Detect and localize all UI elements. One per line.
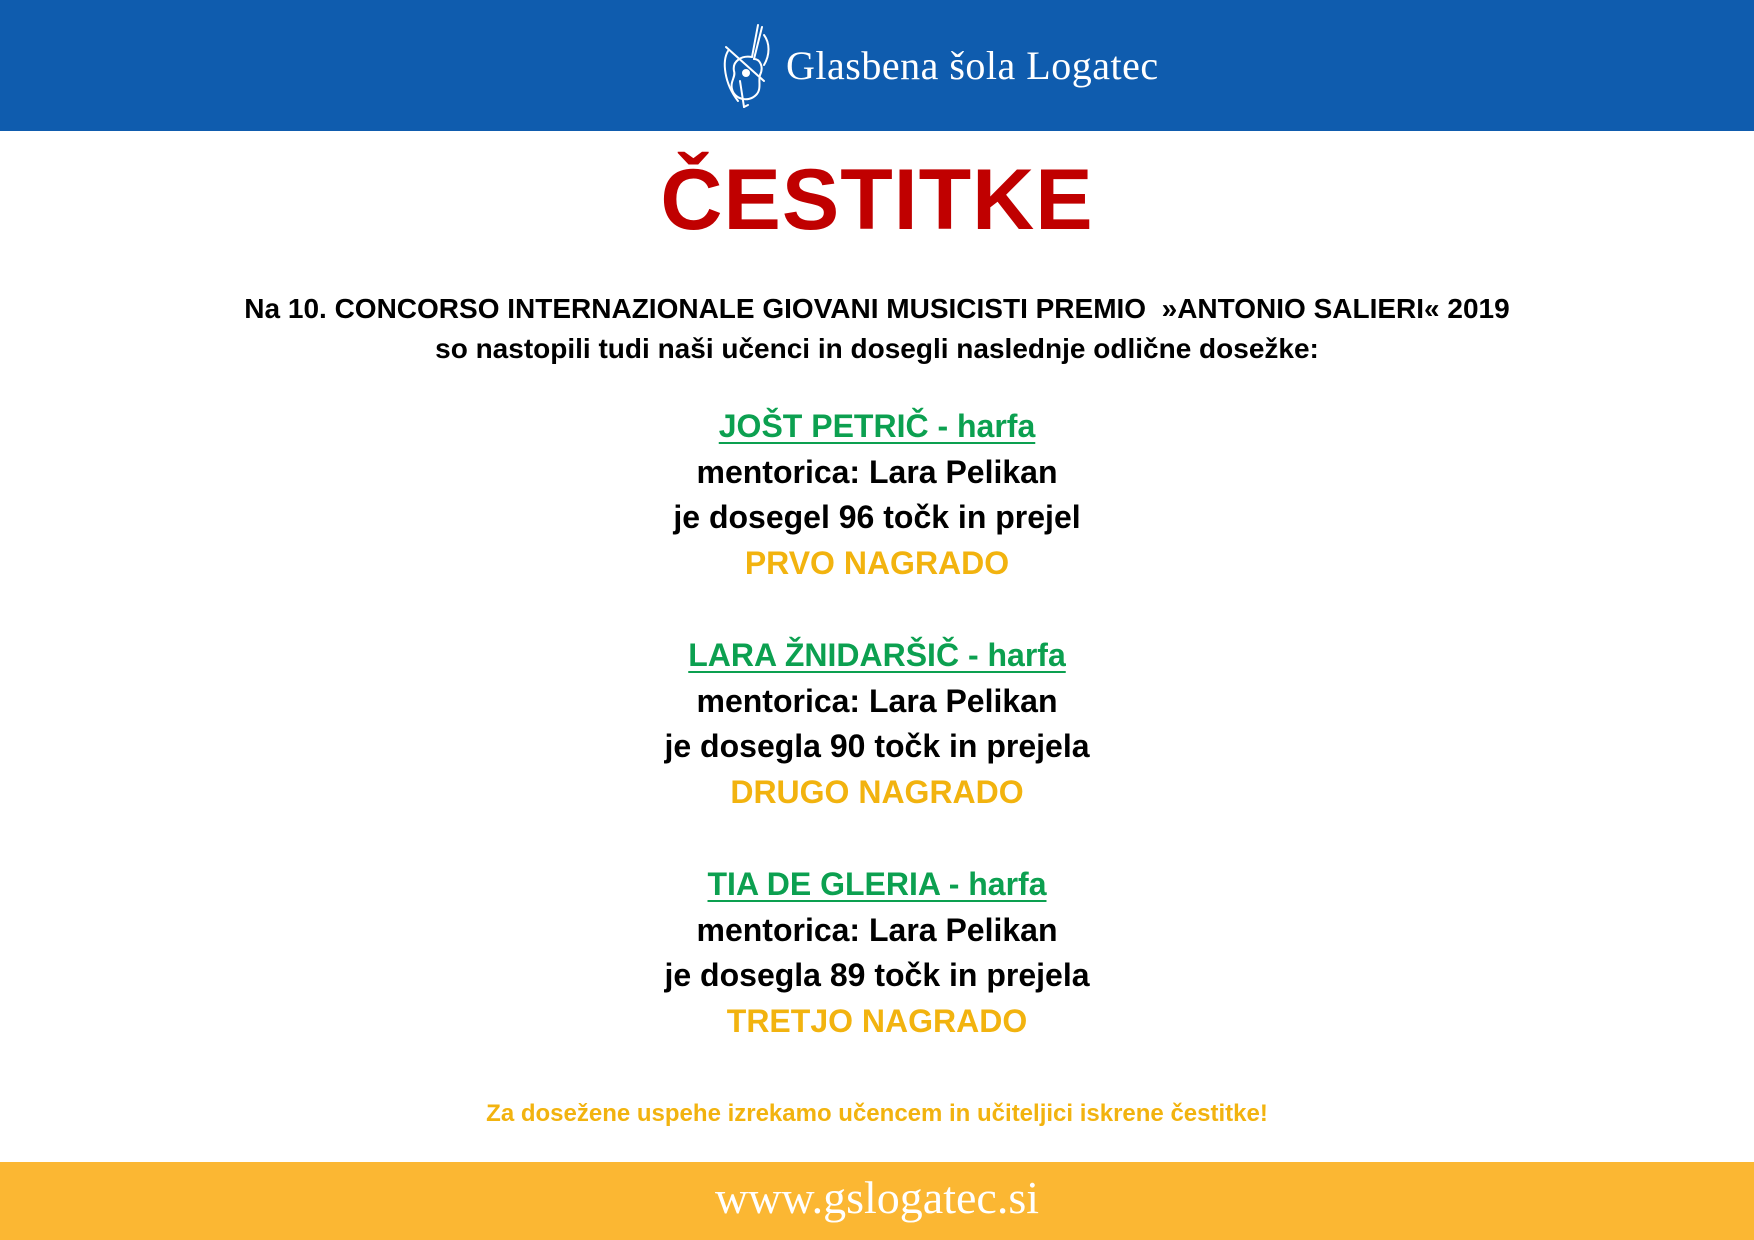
- brand[interactable]: [718, 20, 1159, 110]
- award-student-name[interactable]: TIA DE GLERIA - harfa: [707, 866, 1047, 902]
- award-entry-2: [0, 633, 1754, 815]
- award-mentor: mentorica: Lara Pelikan: [696, 682, 1058, 719]
- award-student-name[interactable]: JOŠT PETRIČ - harfa: [718, 408, 1036, 444]
- violin-instruments-logo-icon: [718, 21, 776, 109]
- award-prize: PRVO NAGRADO: [744, 544, 1010, 581]
- brand-name: Glasbena šola Logatec: [786, 42, 1159, 88]
- closing-message: Za dosežene uspehe izrekamo učencem in učiteljici iskrene čestitke!: [486, 1100, 1268, 1127]
- award-prize: DRUGO NAGRADO: [730, 773, 1024, 810]
- award-result: je dosegla 90 točk in prejela: [664, 728, 1090, 764]
- page-title: ČESTITKE: [660, 152, 1094, 248]
- award-mentor: mentorica: Lara Pelikan: [696, 911, 1058, 948]
- award-student-name[interactable]: LARA ŽNIDARŠIČ - harfa: [688, 637, 1066, 673]
- website-link[interactable]: www.gslogatec.si: [714, 1172, 1040, 1223]
- header-banner: [0, 0, 1754, 131]
- award-mentor: mentorica: Lara Pelikan: [696, 453, 1058, 490]
- award-result: je dosegla 89 točk in prejela: [664, 957, 1090, 993]
- award-entry-3: [0, 862, 1754, 1044]
- award-result: je dosegel 96 točk in prejel: [673, 499, 1081, 535]
- intro-text: [0, 289, 1754, 369]
- award-entry-1: [0, 404, 1754, 586]
- footer-banner: [0, 1162, 1754, 1240]
- intro-line-1: Na 10. CONCORSO INTERNAZIONALE GIOVANI MUSICISTI PREMIO »ANTONIO SALIERI« 2019: [244, 293, 1510, 324]
- intro-line-2: so nastopili tudi naši učenci in dosegli naslednje odlične dosežke:: [435, 333, 1319, 364]
- award-prize: TRETJO NAGRADO: [726, 1002, 1028, 1039]
